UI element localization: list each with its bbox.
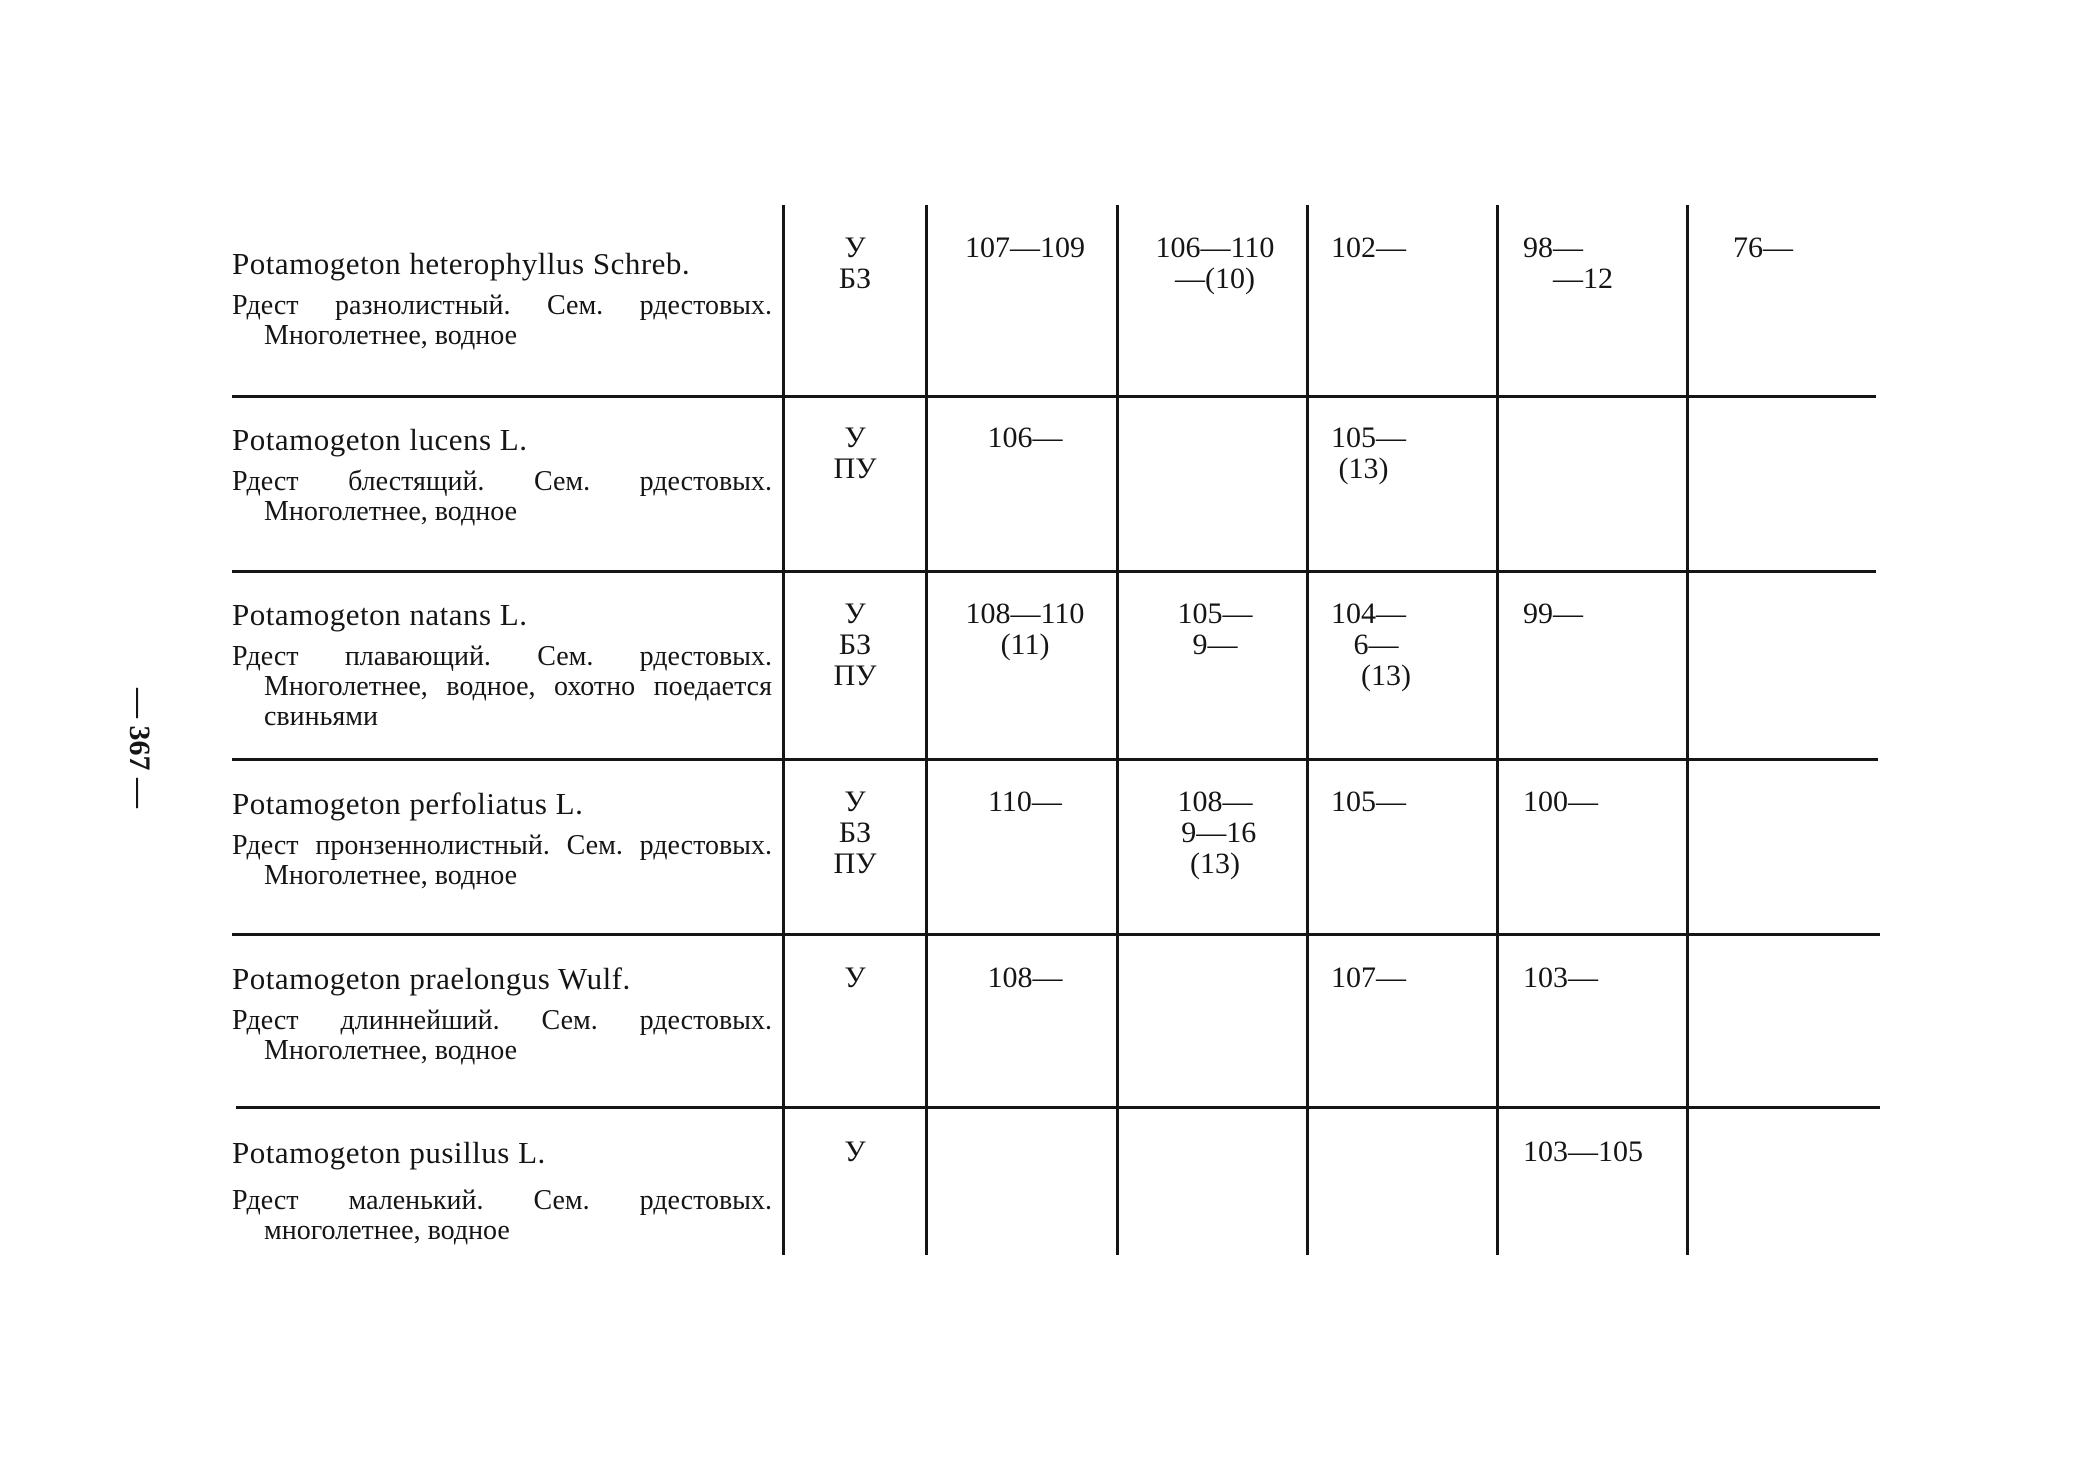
- species-name-cell: [232, 1134, 772, 1246]
- zones-cell: У БЗ ПУ: [833, 597, 877, 692]
- column-line: [1306, 205, 1309, 1255]
- row-separator: [232, 933, 1880, 936]
- value-cell: 102—: [1331, 231, 1406, 264]
- value-cell: 105— 9—: [1177, 597, 1253, 661]
- zones-cell: У БЗ ПУ: [833, 785, 877, 880]
- value-cell: 110—: [988, 785, 1062, 818]
- russian-description: Рдест блестящий. Сем. рдестовых. Многолетнее, водное: [232, 466, 772, 527]
- value-cell: 104— 6— (13): [1331, 597, 1411, 692]
- value-cell: 103—105: [1523, 1135, 1643, 1168]
- row-separator: [236, 1106, 1880, 1109]
- value-cell: 107—109: [965, 231, 1085, 264]
- latin-name: Potamogeton natans L.: [232, 597, 528, 632]
- value-cell: 76—: [1733, 231, 1793, 264]
- value-cell: 108—: [987, 961, 1063, 994]
- russian-description: Рдест пронзеннолистный. Сем. рдестовых. Многолетнее, водное: [232, 830, 772, 891]
- species-name-cell: [232, 596, 772, 732]
- row-separator: [232, 395, 1876, 398]
- species-name-cell: [232, 785, 772, 891]
- row-separator: [232, 570, 1876, 573]
- row-separator: [232, 758, 1878, 761]
- value-cell: 108— 9—16 (13): [1177, 785, 1257, 880]
- value-cell: 106—110 —(10): [1155, 231, 1275, 295]
- zones-cell: У: [844, 961, 866, 994]
- column-line: [1116, 205, 1119, 1255]
- value-cell: 98— —12: [1523, 231, 1613, 295]
- value-cell: 105—: [1331, 785, 1406, 818]
- value-cell: 105— (13): [1331, 421, 1406, 485]
- value-cell: 106—: [987, 421, 1063, 454]
- zones-cell: У: [844, 1135, 866, 1168]
- species-name-cell: [232, 245, 772, 351]
- species-name-cell: [232, 960, 772, 1066]
- column-line: [1496, 205, 1499, 1255]
- page-number: — 367 —: [123, 688, 156, 808]
- russian-description: Рдест длиннейший. Сем. рдестовых. Многолетнее, водное: [232, 1005, 772, 1066]
- value-cell: 108—110 (11): [965, 597, 1085, 661]
- latin-name: Potamogeton perfoliatus L.: [232, 786, 584, 821]
- value-cell: 107—: [1331, 961, 1406, 994]
- latin-name: Potamogeton lucens L.: [232, 422, 528, 457]
- zones-cell: У ПУ: [833, 421, 877, 485]
- value-cell: 100—: [1523, 785, 1598, 818]
- russian-description: Рдест плавающий. Сем. рдестовых. Многолетнее, водное, охотно поедается свиньями: [232, 641, 772, 732]
- value-cell: 99—: [1523, 597, 1583, 630]
- latin-name: Potamogeton praelongus Wulf.: [232, 961, 631, 996]
- column-line: [782, 205, 785, 1255]
- zones-cell: У БЗ: [838, 231, 872, 295]
- russian-description: Рдест разнолистный. Сем. рдестовых. Многолетнее, водное: [232, 290, 772, 351]
- russian-description: Рдест маленький. Сем. рдестовых. многолетнее, водное: [232, 1185, 772, 1246]
- value-cell: 103—: [1523, 961, 1598, 994]
- column-line: [1686, 205, 1689, 1255]
- column-line: [925, 205, 928, 1255]
- latin-name: Potamogeton pusillus L.: [232, 1135, 546, 1170]
- species-name-cell: [232, 421, 772, 527]
- latin-name: Potamogeton heterophyllus Schreb.: [232, 246, 691, 281]
